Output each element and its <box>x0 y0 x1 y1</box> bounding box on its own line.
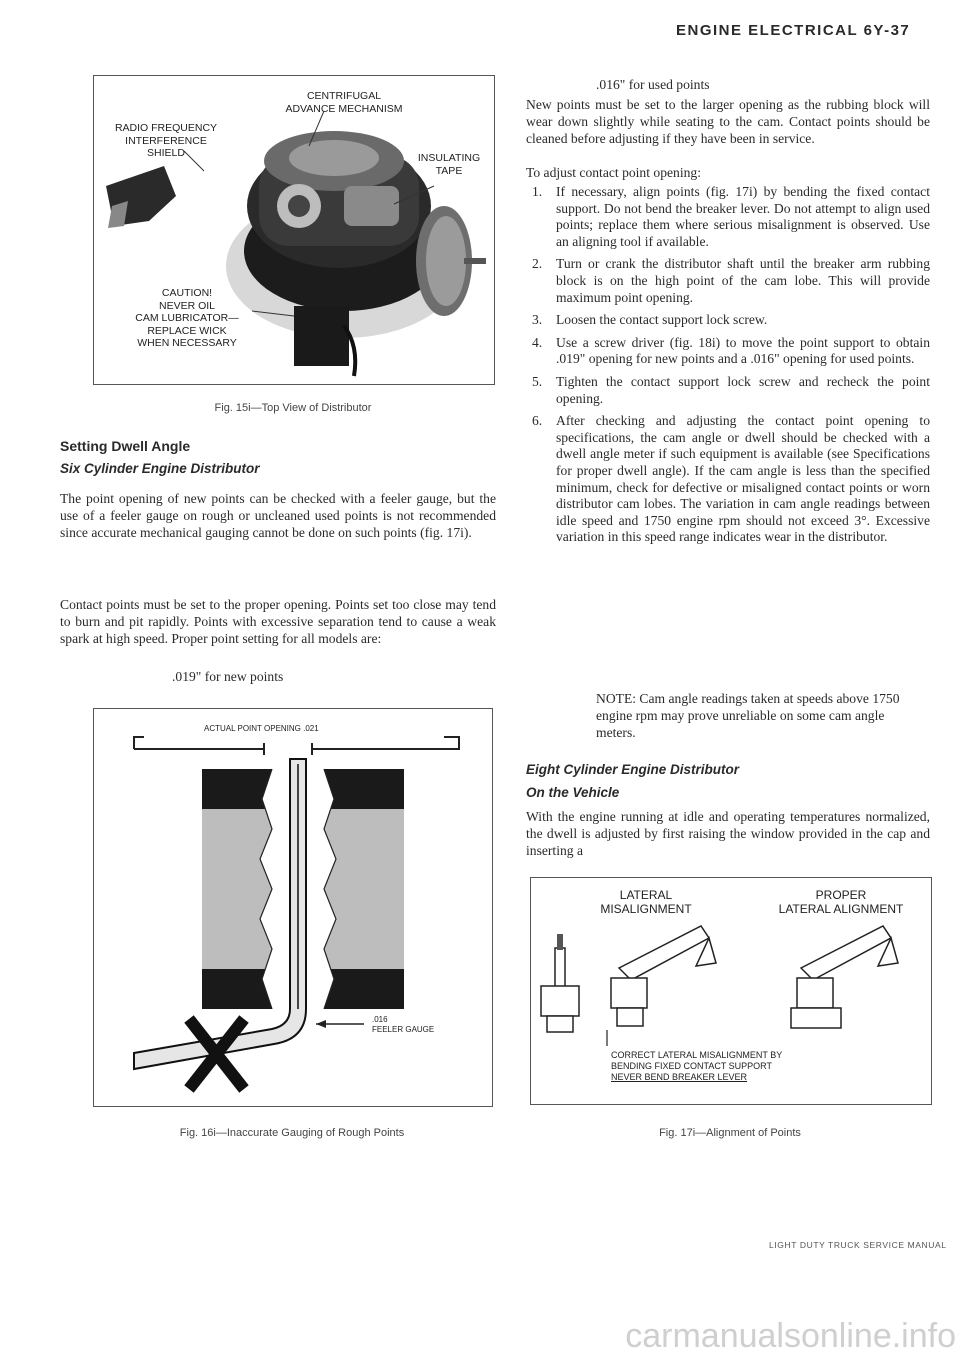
label-insulating-2: TAPE <box>435 164 463 177</box>
label-insulating-1: INSULATING <box>417 152 481 164</box>
gauging-illustration <box>94 709 492 1106</box>
figure-16-gauging <box>93 708 493 1107</box>
page-header: ENGINE ELECTRICAL 6Y-37 <box>676 22 911 39</box>
paragraph-left-2: Contact points must be set to the proper opening. Points set too close may tend to burn and pit rapidly. Points with excessive separation tend to cause a weak spark at high speed. Proper point setting for all models are: <box>60 597 496 646</box>
label-caution-2: NEVER OIL <box>158 299 216 312</box>
label-caution-3: CAM LUBRICATOR— <box>135 312 239 324</box>
paragraph-right-3: With the engine running at idle and operating temperatures normalized, the dwell is adjusted by first raising the window provided in the cap and inserting a <box>526 809 930 858</box>
spec-new-points: .019" for new points <box>172 669 284 684</box>
figure-17-caption: Fig. 17i—Alignment of Points <box>659 1127 801 1139</box>
label-feeler-gauge: FEELER GAUGE <box>372 1025 435 1034</box>
step-item: 4. Use a screw driver (fig. 18i) to move the point support to obtain .019" opening for new points and a .016" opening for used points. <box>532 334 930 367</box>
figure-15-caption: Fig. 15i—Top View of Distributor <box>214 402 372 414</box>
label-caution-4: REPLACE WICK <box>147 324 227 337</box>
label-radio-1: RADIO FREQUENCY <box>114 122 218 134</box>
label-caution-1: CAUTION! <box>161 287 213 299</box>
heading-setting-dwell: Setting Dwell Angle <box>60 438 191 454</box>
step-item: 2. Turn or crank the distributor shaft until the breaker arm rubbing block is on the high point of the cam lobe. This will provide maximum point opening. <box>532 256 930 305</box>
label-gauge-size: .016 <box>372 1015 388 1024</box>
alignment-illustration <box>531 918 931 1048</box>
label-centrifugal-2: ADVANCE MECHANISM <box>285 102 403 115</box>
label-correct-3: NEVER BEND BREAKER LEVER <box>611 1072 748 1082</box>
label-radio-2: INTERFERENCE SHIELD <box>125 134 207 159</box>
figure-17-alignment <box>530 877 932 1105</box>
label-proper: PROPER <box>815 888 867 902</box>
figure-16-caption: Fig. 16i—Inaccurate Gauging of Rough Points <box>179 1127 405 1139</box>
page-footer: LIGHT DUTY TRUCK SERVICE MANUAL <box>769 1240 947 1250</box>
label-caution-5: WHEN NECESSARY <box>137 337 237 349</box>
step-item: 3. Loosen the contact support lock screw. <box>532 312 768 328</box>
watermark: carmanualsonline.info <box>625 1317 956 1355</box>
heading-on-vehicle: On the Vehicle <box>526 785 620 800</box>
adjust-steps-list <box>526 184 930 552</box>
spec-used-points: .016" for used points <box>596 77 710 92</box>
label-centrifugal-1: CENTRIFUGAL <box>306 90 382 102</box>
step-item: 1. If necessary, align points (fig. 17i) by bending the fixed contact support. Do not bend the breaker lever. Do not attempt to align used points; replace them where serious misalignment is observed. Use an aligning tool if available. <box>532 184 930 249</box>
label-actual-opening: ACTUAL POINT OPENING .021 <box>204 724 319 733</box>
step-item: 6. After checking and adjusting the contact point opening to specifications, the cam angle or dwell should be checked with a dwell angle meter if such equipment is available (see Specifications for proper dwell angle). If the cam angle is less than the specified minimum, check for defective or misaligned contact points or worn distributor cam lobes. The variation in cam angle readings between idle speed and 1750 engine rpm should not exceed 3°. Excessive variation in this speed range indicates wear in the distributor. <box>532 413 930 545</box>
label-proper-alignment: LATERAL ALIGNMENT <box>778 902 904 916</box>
paragraph-right-2: To adjust contact point opening: <box>526 165 701 180</box>
label-misalignment: MISALIGNMENT <box>600 902 692 916</box>
subheading-six-cylinder: Six Cylinder Engine Distributor <box>60 461 260 476</box>
paragraph-left-1: The point opening of new points can be checked with a feeler gauge, but the use of a feeler gauge on rough or uncleaned used points is not recommended since accurate mechanical gauging cannot be done on such points (fig. 17i). <box>60 491 496 540</box>
paragraph-right-1: New points must be set to the larger opening as the rubbing block will wear down slightly while seating to the cam. Contact points should be cleaned before adjusting if they have been in service. <box>526 97 930 146</box>
note-cam-angle: NOTE: Cam angle readings taken at speeds above 1750 engine rpm may prove unreliable on some cam angle meters. <box>596 691 900 740</box>
figure-15-distributor <box>93 75 495 385</box>
label-correct-1: CORRECT LATERAL MISALIGNMENT BY <box>611 1050 783 1060</box>
step-item: 5. Tighten the contact support lock screw and recheck the point opening. <box>532 373 930 406</box>
label-correct-2: BENDING FIXED CONTACT SUPPORT <box>611 1061 773 1071</box>
heading-eight-cylinder: Eight Cylinder Engine Distributor <box>526 762 740 777</box>
label-lateral: LATERAL <box>619 888 673 902</box>
